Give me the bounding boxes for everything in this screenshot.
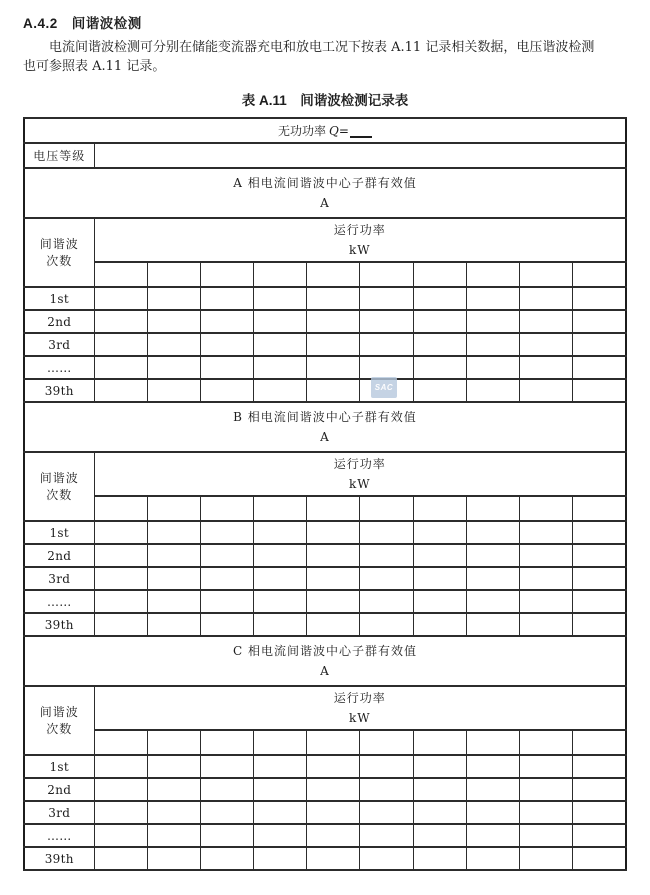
section-a-data-cell xyxy=(94,287,147,310)
section-a-data-cell xyxy=(466,333,519,356)
section-c-order-label-2: 3rd xyxy=(24,801,94,824)
reactive-power-row xyxy=(24,118,626,143)
section-a-data-cell xyxy=(413,310,466,333)
section-b-power-header: 运行功率 kW xyxy=(94,452,626,496)
section-c-data-cell xyxy=(573,824,626,847)
paragraph-line-1: 电流间谐波检测可分别在储能变流器充电和放电工况下按表 A.11 记录相关数据，电压谐波检测 xyxy=(49,40,595,55)
section-c-power-value-cell xyxy=(94,730,147,755)
section-c-title-row xyxy=(24,636,626,686)
section-c-data-cell xyxy=(360,801,413,824)
record-table-wrapper xyxy=(23,117,627,871)
section-a-data-cell xyxy=(573,379,626,402)
section-b-data-cell xyxy=(94,521,147,544)
section-a-power-header: 运行功率 kW xyxy=(94,218,626,262)
section-a-data-cell xyxy=(360,333,413,356)
section-c-data-cell xyxy=(520,778,573,801)
section-a-data-cell xyxy=(94,356,147,379)
section-c-power-header: 运行功率 kW xyxy=(94,686,626,730)
section-a-power-value-cell xyxy=(200,262,253,287)
section-c-order-label-1: 2nd xyxy=(24,778,94,801)
section-a-order-label-3: …… xyxy=(24,356,94,379)
section-a-title: A 相电流间谐波中心子群有效值 A xyxy=(24,168,626,218)
section-b-header-row xyxy=(24,452,626,496)
section-b-power-value-row xyxy=(24,496,626,521)
section-a-data-cell xyxy=(307,379,360,402)
section-a-data-cell xyxy=(254,379,307,402)
section-a-data-cell xyxy=(147,356,200,379)
section-a-data-cell xyxy=(94,379,147,402)
section-a-data-cell xyxy=(147,287,200,310)
section-c-data-cell xyxy=(94,847,147,870)
voltage-level-value-cell xyxy=(94,143,626,168)
section-b-data-cell xyxy=(200,521,253,544)
section-b-title: B 相电流间谐波中心子群有效值 A xyxy=(24,402,626,452)
section-b-data-cell xyxy=(466,567,519,590)
section-a-data-cell xyxy=(200,379,253,402)
section-a-power-value-cell xyxy=(254,262,307,287)
section-c-data-cell xyxy=(147,755,200,778)
section-c-data-cell xyxy=(413,801,466,824)
section-a-data-cell xyxy=(520,287,573,310)
reactive-power-equals: = xyxy=(338,124,349,138)
section-b-power-value-cell xyxy=(520,496,573,521)
section-c-data-row xyxy=(24,801,626,824)
section-c-data-cell xyxy=(466,801,519,824)
section-b-power-value-cell xyxy=(94,496,147,521)
section-c-data-cell xyxy=(254,847,307,870)
section-b-data-cell xyxy=(413,613,466,636)
section-c-power-value-cell xyxy=(573,730,626,755)
section-c-data-cell xyxy=(466,847,519,870)
table-caption: 表 A.11 间谐波检测记录表 xyxy=(241,93,409,108)
section-a-data-cell xyxy=(254,310,307,333)
section-c-data-cell xyxy=(307,778,360,801)
section-a-data-cell xyxy=(520,379,573,402)
section-b-power-value-cell xyxy=(200,496,253,521)
section-b-data-cell xyxy=(307,544,360,567)
section-b-data-cell xyxy=(360,544,413,567)
section-a-data-cell xyxy=(466,287,519,310)
section-b-data-cell xyxy=(254,567,307,590)
section-a-data-cell xyxy=(307,333,360,356)
section-c-data-cell xyxy=(254,801,307,824)
section-b-data-cell xyxy=(413,544,466,567)
section-a-data-cell xyxy=(147,333,200,356)
section-a-power-value-cell xyxy=(360,262,413,287)
section-a-order-label-2: 3rd xyxy=(24,333,94,356)
section-c-power-value-cell xyxy=(307,730,360,755)
section-c-data-cell xyxy=(520,824,573,847)
section-c-data-cell xyxy=(520,847,573,870)
section-c-data-cell xyxy=(307,847,360,870)
section-c-data-cell xyxy=(360,778,413,801)
section-b-data-cell xyxy=(466,544,519,567)
section-b-data-cell xyxy=(360,613,413,636)
section-c-data-row xyxy=(24,755,626,778)
section-a-data-cell xyxy=(200,287,253,310)
section-a-data-cell xyxy=(147,379,200,402)
section-a-data-cell xyxy=(573,333,626,356)
section-c-data-row xyxy=(24,847,626,870)
section-b-data-cell xyxy=(520,567,573,590)
section-c-data-cell xyxy=(94,801,147,824)
section-c-data-cell xyxy=(573,801,626,824)
section-b-order-label-3: …… xyxy=(24,590,94,613)
section-c-data-cell xyxy=(307,801,360,824)
section-a-power-value-cell xyxy=(147,262,200,287)
section-c-data-cell xyxy=(466,778,519,801)
section-b-order-label-2: 3rd xyxy=(24,567,94,590)
section-b-data-cell xyxy=(254,590,307,613)
section-b-data-cell xyxy=(573,613,626,636)
section-c-data-cell xyxy=(573,755,626,778)
section-a-data-cell xyxy=(307,310,360,333)
reactive-power-symbol: Q xyxy=(329,124,339,138)
section-c-data-cell xyxy=(200,755,253,778)
section-b-data-cell xyxy=(573,590,626,613)
section-c-data-cell xyxy=(200,778,253,801)
section-b-data-cell xyxy=(307,590,360,613)
section-b-power-value-cell xyxy=(147,496,200,521)
section-a-data-cell xyxy=(254,287,307,310)
section-b-power-value-cell xyxy=(307,496,360,521)
section-c-data-cell xyxy=(360,755,413,778)
section-b-data-cell xyxy=(520,544,573,567)
section-c-order-header: 间谐波 次数 xyxy=(24,686,94,755)
section-a-data-cell xyxy=(94,333,147,356)
section-a-data-row xyxy=(24,333,626,356)
section-a-data-cell xyxy=(466,310,519,333)
section-a-data-cell xyxy=(520,356,573,379)
section-a-power-value-cell xyxy=(307,262,360,287)
section-c-data-cell xyxy=(94,824,147,847)
section-a-data-cell xyxy=(466,356,519,379)
section-b-data-cell xyxy=(254,544,307,567)
section-c-power-value-cell xyxy=(147,730,200,755)
reactive-power-fill-line xyxy=(350,136,372,138)
section-b-power-value-cell xyxy=(360,496,413,521)
section-b-data-cell xyxy=(94,613,147,636)
section-c-power-value-cell xyxy=(520,730,573,755)
section-c-power-value-cell xyxy=(466,730,519,755)
section-a-data-cell xyxy=(200,356,253,379)
section-b-data-cell xyxy=(466,521,519,544)
section-b-data-cell xyxy=(520,590,573,613)
section-heading: A.4.2 间谐波检测 xyxy=(23,16,142,31)
section-a-data-cell xyxy=(413,379,466,402)
section-c-data-cell xyxy=(360,824,413,847)
section-b-data-cell xyxy=(573,544,626,567)
section-b-data-cell xyxy=(360,521,413,544)
section-b-data-row xyxy=(24,613,626,636)
section-c-data-cell xyxy=(573,847,626,870)
section-b-order-label-4: 39th xyxy=(24,613,94,636)
section-a-data-row xyxy=(24,356,626,379)
section-c-data-cell xyxy=(147,801,200,824)
section-c-data-cell xyxy=(94,755,147,778)
section-a-data-cell xyxy=(413,287,466,310)
voltage-level-row xyxy=(24,143,626,168)
section-c-data-cell xyxy=(520,801,573,824)
section-b-data-cell xyxy=(466,590,519,613)
section-b-data-cell xyxy=(94,590,147,613)
reactive-power-cell xyxy=(24,118,626,143)
section-a-power-value-cell xyxy=(413,262,466,287)
section-c-data-cell xyxy=(147,824,200,847)
section-a-order-header: 间谐波 次数 xyxy=(24,218,94,287)
section-a-order-label-0: 1st xyxy=(24,287,94,310)
section-b-power-value-cell xyxy=(466,496,519,521)
section-b-data-cell xyxy=(413,590,466,613)
section-a-data-cell xyxy=(413,333,466,356)
section-a-data-cell xyxy=(147,310,200,333)
section-b-data-cell xyxy=(147,521,200,544)
section-a-data-cell xyxy=(573,356,626,379)
section-a-data-cell xyxy=(254,356,307,379)
section-a-data-cell xyxy=(573,287,626,310)
section-a-title-row xyxy=(24,168,626,218)
section-b-data-cell xyxy=(413,567,466,590)
section-a-data-row xyxy=(24,310,626,333)
section-c-data-cell xyxy=(307,755,360,778)
section-b-order-header: 间谐波 次数 xyxy=(24,452,94,521)
section-b-data-cell xyxy=(573,567,626,590)
section-a-data-cell xyxy=(200,333,253,356)
section-c-data-cell xyxy=(200,801,253,824)
section-a-power-value-cell xyxy=(573,262,626,287)
section-a-data-cell xyxy=(466,379,519,402)
section-b-data-cell xyxy=(466,613,519,636)
section-c-data-cell xyxy=(520,755,573,778)
section-b-data-cell xyxy=(307,521,360,544)
section-c-data-cell xyxy=(254,824,307,847)
voltage-level-label: 电压等级 xyxy=(24,143,94,168)
section-c-data-cell xyxy=(413,778,466,801)
section-a-power-value-row xyxy=(24,262,626,287)
section-b-data-cell xyxy=(307,613,360,636)
section-c-data-cell xyxy=(200,847,253,870)
section-a-power-value-cell xyxy=(94,262,147,287)
section-a-order-label-1: 2nd xyxy=(24,310,94,333)
section-b-data-cell xyxy=(200,567,253,590)
section-c-data-row xyxy=(24,778,626,801)
section-c-data-cell xyxy=(254,778,307,801)
section-b-data-cell xyxy=(360,567,413,590)
section-c-data-cell xyxy=(94,778,147,801)
section-a-power-value-cell xyxy=(466,262,519,287)
section-c-power-value-cell xyxy=(413,730,466,755)
section-b-data-cell xyxy=(520,613,573,636)
interharmonic-record-table xyxy=(23,117,627,871)
section-b-power-value-cell xyxy=(573,496,626,521)
section-a-data-cell xyxy=(307,356,360,379)
section-a-data-cell xyxy=(573,310,626,333)
section-b-data-cell xyxy=(147,567,200,590)
section-b-data-cell xyxy=(200,544,253,567)
section-c-data-cell xyxy=(254,755,307,778)
section-a-data-cell xyxy=(360,356,413,379)
reactive-power-label: 无功功率 xyxy=(278,124,327,138)
paragraph-line-2: 也可参照表 A.11 记录。 xyxy=(23,59,166,74)
section-b-data-cell xyxy=(200,590,253,613)
section-b-data-cell xyxy=(94,544,147,567)
section-b-data-cell xyxy=(147,544,200,567)
section-a-data-cell xyxy=(413,356,466,379)
section-a-data-cell xyxy=(200,310,253,333)
section-c-data-row xyxy=(24,824,626,847)
section-b-data-cell xyxy=(147,613,200,636)
section-c-order-label-0: 1st xyxy=(24,755,94,778)
section-b-order-label-0: 1st xyxy=(24,521,94,544)
section-b-data-cell xyxy=(147,590,200,613)
section-b-title-row xyxy=(24,402,626,452)
section-c-power-value-cell xyxy=(360,730,413,755)
section-c-data-cell xyxy=(413,824,466,847)
section-c-data-cell xyxy=(466,824,519,847)
section-a-order-label-4: 39th xyxy=(24,379,94,402)
section-c-power-value-row xyxy=(24,730,626,755)
section-a-data-cell xyxy=(360,287,413,310)
sac-watermark: SAC xyxy=(371,377,397,398)
section-a-data-cell xyxy=(307,287,360,310)
section-b-order-label-1: 2nd xyxy=(24,544,94,567)
section-c-data-cell xyxy=(200,824,253,847)
section-a-data-cell xyxy=(520,333,573,356)
section-a-data-cell xyxy=(94,310,147,333)
section-c-data-cell xyxy=(466,755,519,778)
section-c-power-value-cell xyxy=(254,730,307,755)
section-b-data-cell xyxy=(573,521,626,544)
section-b-data-cell xyxy=(413,521,466,544)
section-c-order-label-3: …… xyxy=(24,824,94,847)
section-a-data-cell xyxy=(520,310,573,333)
section-a-data-row xyxy=(24,379,626,402)
section-a-data-cell xyxy=(254,333,307,356)
section-b-data-row xyxy=(24,590,626,613)
section-b-power-value-cell xyxy=(254,496,307,521)
section-c-data-cell xyxy=(307,824,360,847)
section-b-data-row xyxy=(24,521,626,544)
section-a-header-row xyxy=(24,218,626,262)
section-c-data-cell xyxy=(413,847,466,870)
section-c-data-cell xyxy=(573,778,626,801)
section-b-data-cell xyxy=(254,613,307,636)
section-c-title: C 相电流间谐波中心子群有效值 A xyxy=(24,636,626,686)
section-c-header-row xyxy=(24,686,626,730)
body-paragraph xyxy=(23,38,631,76)
section-c-data-cell xyxy=(360,847,413,870)
section-c-data-cell xyxy=(147,847,200,870)
section-c-order-label-4: 39th xyxy=(24,847,94,870)
section-b-data-cell xyxy=(94,567,147,590)
section-a-power-value-cell xyxy=(520,262,573,287)
section-b-data-cell xyxy=(307,567,360,590)
section-a-data-row xyxy=(24,287,626,310)
section-a-data-cell xyxy=(360,310,413,333)
section-b-data-cell xyxy=(520,521,573,544)
section-c-data-cell xyxy=(413,755,466,778)
section-b-data-cell xyxy=(254,521,307,544)
section-b-power-value-cell xyxy=(413,496,466,521)
section-b-data-cell xyxy=(360,590,413,613)
section-c-data-cell xyxy=(147,778,200,801)
section-b-data-row xyxy=(24,544,626,567)
section-b-data-row xyxy=(24,567,626,590)
section-c-power-value-cell xyxy=(200,730,253,755)
section-b-data-cell xyxy=(200,613,253,636)
